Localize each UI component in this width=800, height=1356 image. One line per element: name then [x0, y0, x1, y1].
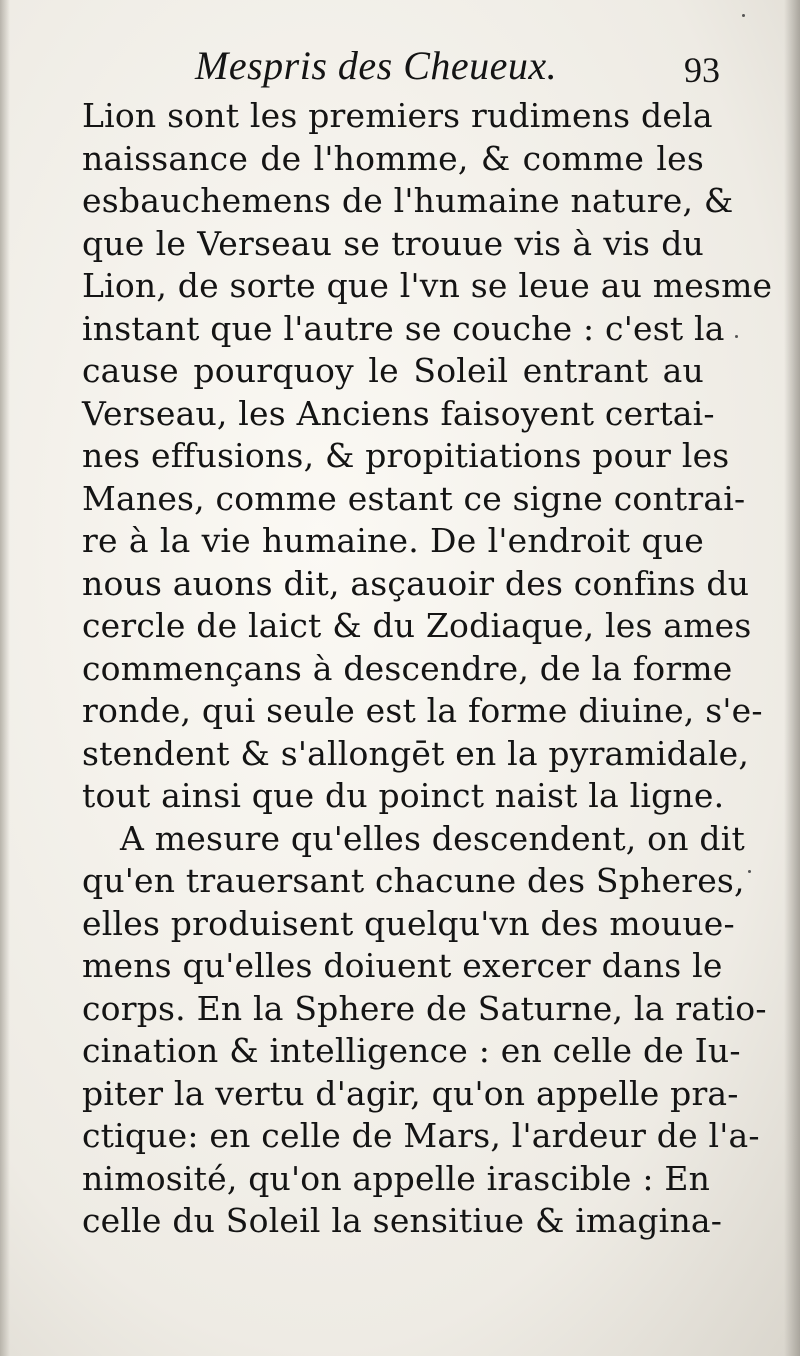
- paper-speck: [735, 335, 738, 338]
- text-line: nes effusions, & propitiations pour les: [82, 436, 730, 475]
- text-line: mens qu'elles doiuent exercer dans le: [82, 946, 723, 985]
- text-line: elles produisent quelqu'vn des mouue-: [82, 903, 735, 943]
- paper-speck: [742, 14, 745, 17]
- text-line: celle du Soleil la sensitiue & imagina-: [82, 1201, 723, 1240]
- text-line: cause pourquoy le Soleil entrant au: [82, 351, 704, 390]
- text-line: qu'en trauersant chacune des Spheres,: [82, 861, 745, 900]
- text-line: piter la vertu d'agir, qu'on appelle pra-: [82, 1073, 739, 1113]
- page-header: [80, 38, 720, 94]
- text-line: stendent & s'allongēt en la pyramidale,: [82, 733, 750, 773]
- text-line: nimosité, qu'on appelle irascible : En: [82, 1158, 711, 1198]
- text-line: nous auons dit, asçauoir des confins du: [82, 563, 750, 603]
- text-line: corps. En la Sphere de Saturne, la ratio-: [82, 988, 767, 1028]
- text-line: Lion, de sorte que l'vn se leue au mesme: [82, 266, 773, 305]
- text-line: commençans à descendre, de la forme: [82, 648, 733, 688]
- text-line: naissance de l'homme, & comme les: [82, 138, 704, 178]
- text-line: re à la vie humaine. De l'endroit que: [82, 521, 704, 560]
- page-shadow-left: [0, 0, 10, 1356]
- text-line: que le Verseau se trouue vis à vis du: [82, 223, 704, 263]
- page-number: 93: [684, 50, 720, 90]
- text-line: cercle de laict & du Zodiaque, les ames: [82, 606, 752, 645]
- text-line: Lion sont les premiers rudimens dela: [82, 96, 713, 135]
- text-line: A mesure qu'elles descendent, on dit: [120, 818, 745, 858]
- body-text: [82, 95, 773, 1243]
- text-line: tout ainsi que du poinct naist la ligne.: [82, 776, 725, 815]
- text-line: ctique: en celle de Mars, l'ardeur de l'a-: [82, 1116, 760, 1155]
- paper-speck: [748, 870, 751, 873]
- text-line: instant que l'autre se couche : c'est la: [82, 308, 725, 348]
- page-shadow-right: [784, 0, 800, 1356]
- text-line: cination & intelligence : en celle de Iu-: [82, 1031, 741, 1070]
- text-line: Manes, comme estant ce signe contrai-: [82, 478, 746, 518]
- running-title: Mespris des Cheueux.: [195, 43, 558, 88]
- text-line: esbauchemens de l'humaine nature, &: [82, 181, 734, 220]
- text-line: Verseau, les Anciens faisoyent certai-: [82, 393, 715, 433]
- text-line: ronde, qui seule est la forme diuine, s'e-: [82, 691, 763, 730]
